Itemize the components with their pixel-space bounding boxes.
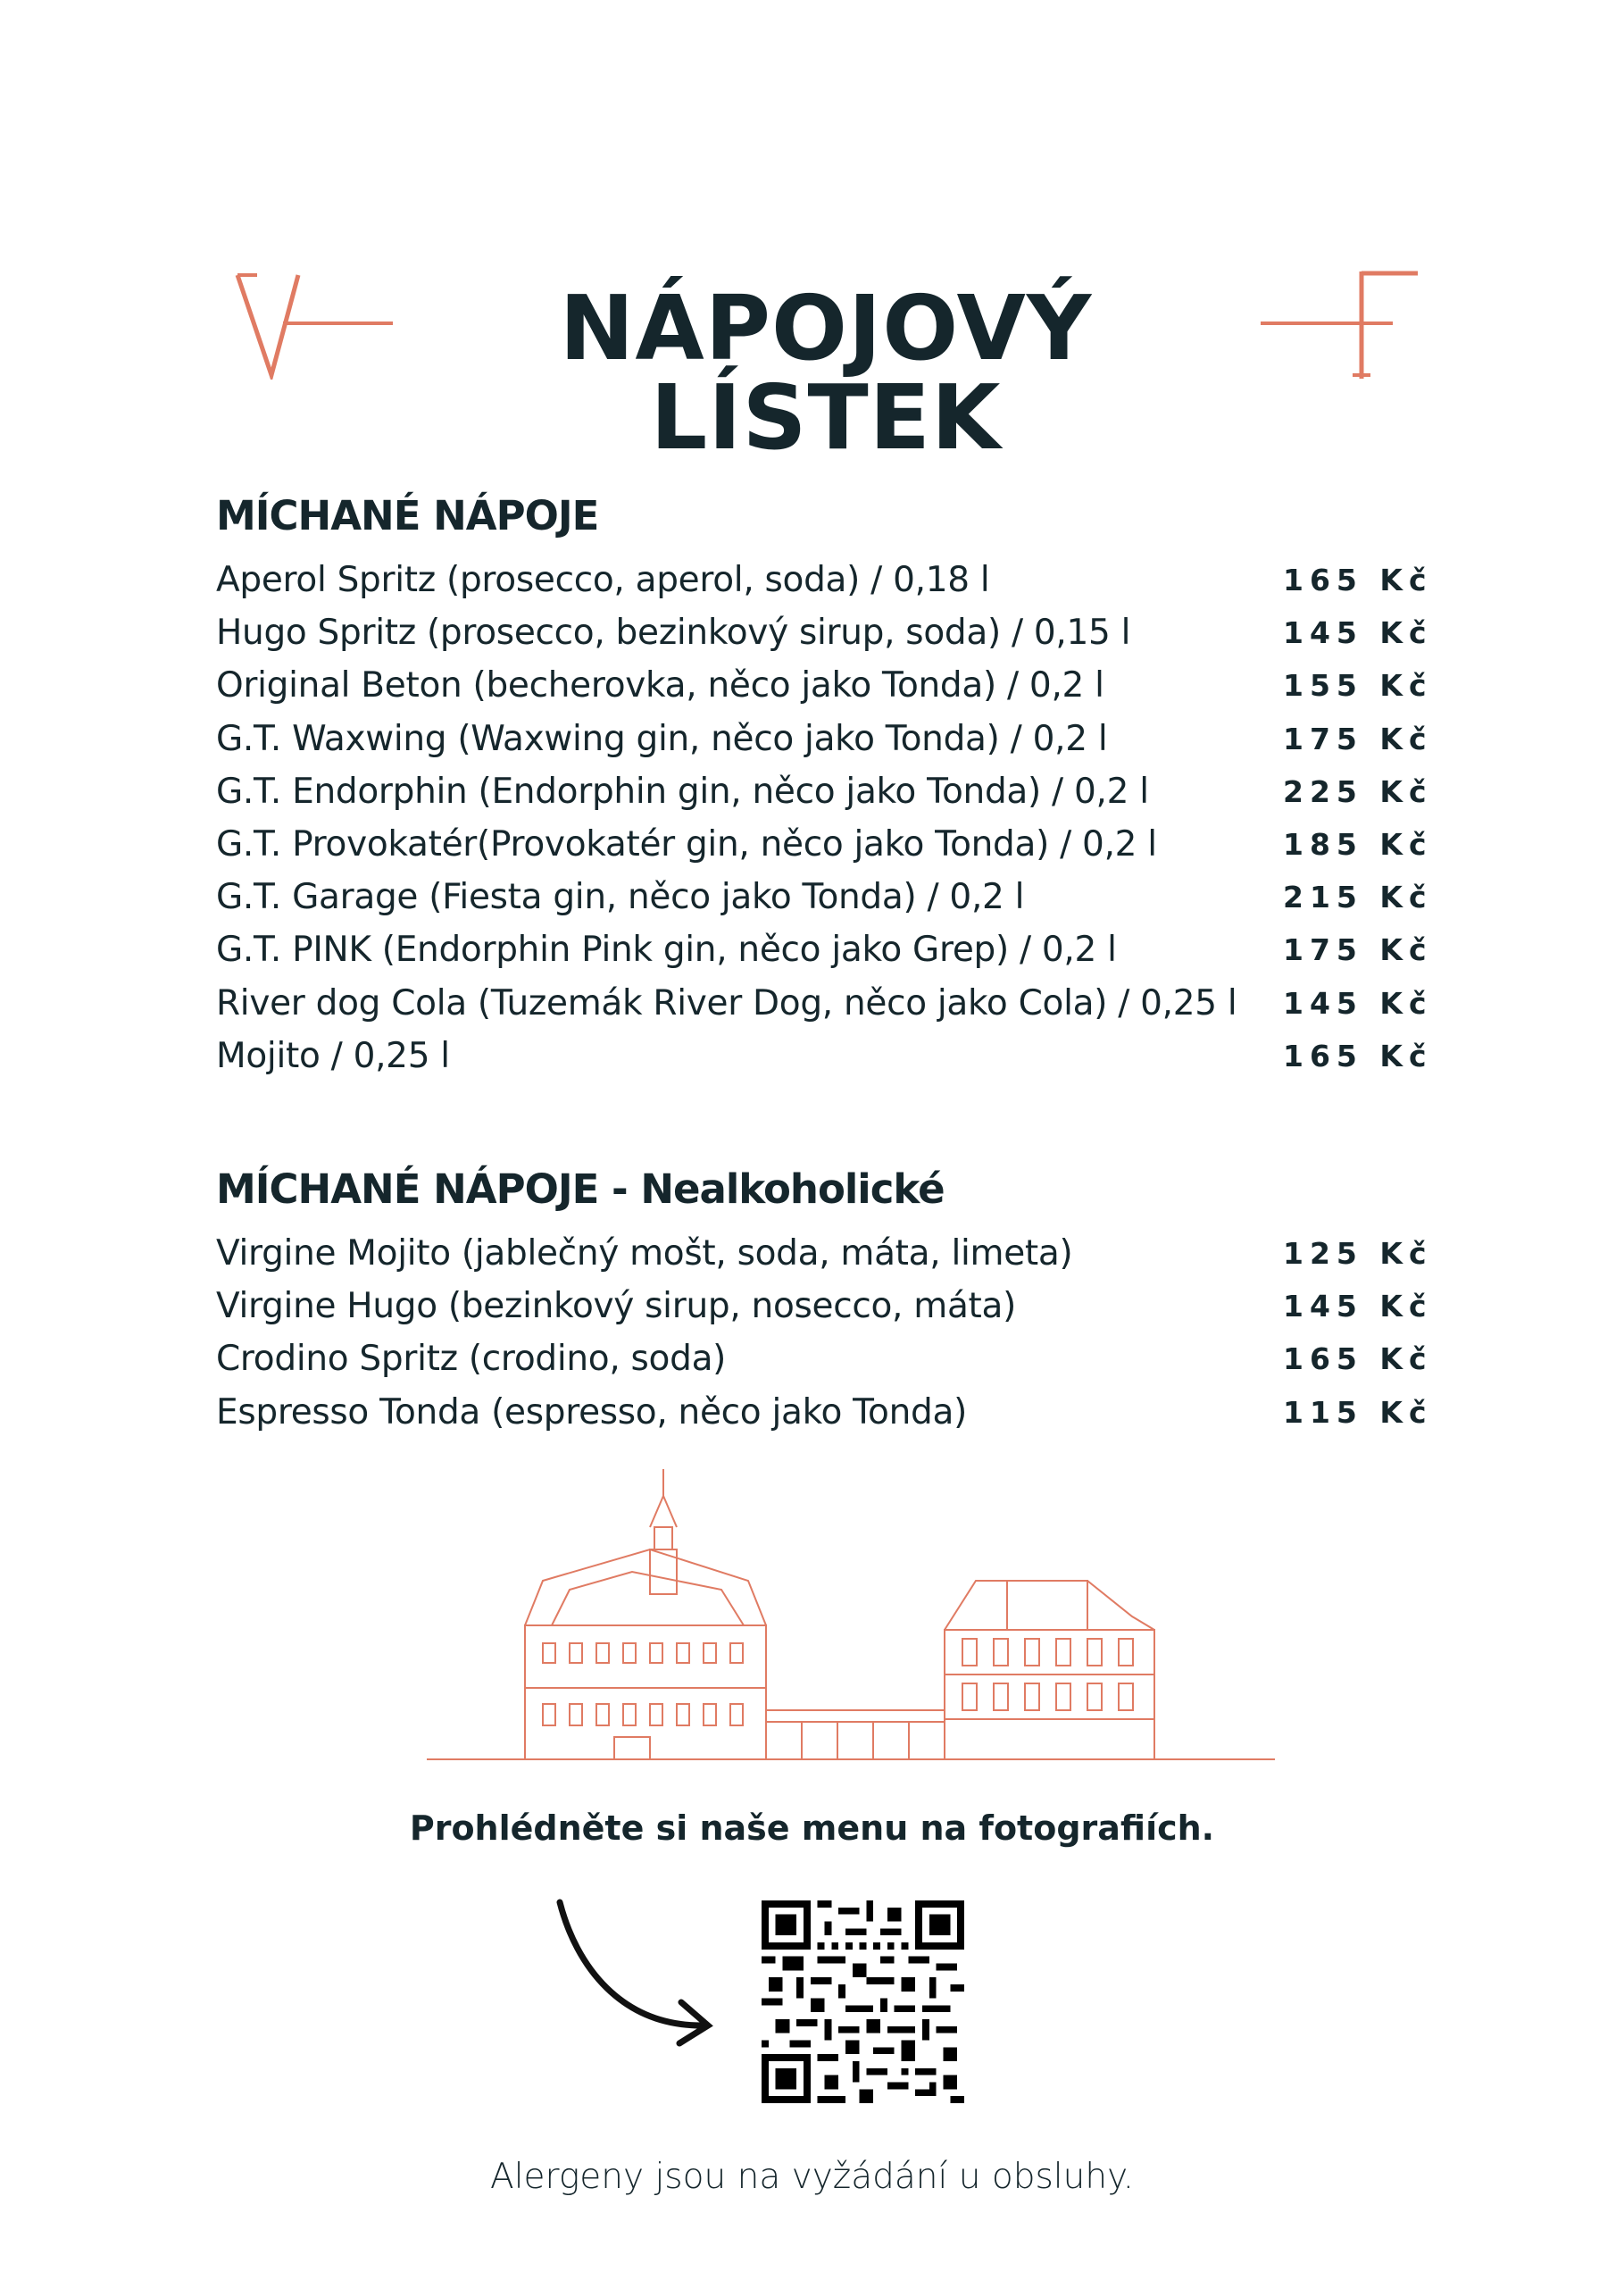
menu-item bbox=[216, 606, 1433, 659]
photo-menu-note: Prohlédněte si naše menu na fotografiích. bbox=[409, 1808, 1215, 1848]
menu-item bbox=[216, 713, 1433, 765]
section-title bbox=[216, 489, 1417, 543]
item-price: 175 Kč bbox=[1283, 932, 1433, 968]
item-price: 165 Kč bbox=[1283, 1038, 1433, 1073]
item-name: Virgine Hugo (bezinkový sirup, nosecco, máta) bbox=[216, 1286, 1017, 1327]
item-price: 155 Kč bbox=[1283, 668, 1433, 704]
item-name: River dog Cola (Tuzemák River Dog, něco jako Cola) / 0,25 l bbox=[216, 982, 1237, 1023]
header bbox=[0, 268, 1624, 470]
item-name: G.T. Garage (Fiesta gin, něco jako Tonda) / 0,2 l bbox=[216, 877, 1025, 918]
menu-item bbox=[216, 554, 1433, 606]
menu-item bbox=[216, 1280, 1433, 1332]
menu-item bbox=[216, 977, 1433, 1030]
menu-item bbox=[216, 659, 1433, 712]
section-title bbox=[216, 1163, 1417, 1216]
monogram-v-icon bbox=[234, 268, 395, 380]
item-name: Original Beton (becherovka, něco jako Tonda) / 0,2 l bbox=[216, 665, 1104, 706]
item-price: 175 Kč bbox=[1283, 721, 1433, 756]
item-price: 165 Kč bbox=[1283, 563, 1433, 598]
item-name: Crodino Spritz (crodino, soda) bbox=[216, 1339, 727, 1380]
item-price: 115 Kč bbox=[1283, 1394, 1433, 1430]
item-name: Espresso Tonda (espresso, něco jako Tonda) bbox=[216, 1391, 968, 1432]
item-name: Aperol Spritz (prosecco, aperol, soda) / 0,18 l bbox=[216, 560, 990, 601]
menu-item bbox=[216, 765, 1433, 818]
section-mixed-drinks bbox=[216, 489, 1433, 1082]
item-price: 145 Kč bbox=[1283, 615, 1433, 651]
item-price: 215 Kč bbox=[1283, 880, 1433, 915]
item-price: 125 Kč bbox=[1283, 1236, 1433, 1272]
item-price: 185 Kč bbox=[1283, 827, 1433, 863]
item-price: 145 Kč bbox=[1283, 1289, 1433, 1324]
menu-item bbox=[216, 923, 1433, 976]
item-price: 225 Kč bbox=[1283, 773, 1433, 809]
item-name: G.T. Waxwing (Waxwing gin, něco jako Tonda) / 0,2 l bbox=[216, 718, 1108, 759]
section-title-text: MÍCHANÉ NÁPOJE bbox=[216, 1165, 612, 1213]
item-name: Hugo Spritz (prosecco, bezinkový sirup, soda) / 0,15 l bbox=[216, 613, 1131, 654]
building-illustration-icon bbox=[427, 1465, 1275, 1768]
section-title-text: MÍCHANÉ NÁPOJE bbox=[216, 492, 599, 539]
menu-item bbox=[216, 1227, 1433, 1280]
section-title-suffix: - Nealkoholické bbox=[611, 1165, 945, 1213]
page-title: NÁPOJOVÝ LÍSTEK bbox=[559, 276, 1093, 470]
menu-list bbox=[216, 1227, 1433, 1439]
menu-item bbox=[216, 1386, 1433, 1439]
monogram-f-icon bbox=[1259, 268, 1420, 380]
menu-item bbox=[216, 1030, 1433, 1082]
menu-list bbox=[216, 554, 1433, 1082]
item-price: 145 Kč bbox=[1283, 985, 1433, 1021]
qr-code-icon[interactable] bbox=[762, 1900, 964, 2103]
item-name: Virgine Mojito (jablečný mošt, soda, máta, limeta) bbox=[216, 1233, 1073, 1274]
menu-item bbox=[216, 818, 1433, 871]
menu-item bbox=[216, 1332, 1433, 1385]
section-non-alcoholic bbox=[216, 1163, 1433, 1439]
allergens-note: Alergeny jsou na vyžádání u obsluhy. bbox=[490, 2157, 1134, 2197]
item-name: Mojito / 0,25 l bbox=[216, 1035, 450, 1076]
menu-item bbox=[216, 871, 1433, 923]
item-name: G.T. Provokatér(Provokatér gin, něco jako Tonda) / 0,2 l bbox=[216, 824, 1157, 865]
item-price: 165 Kč bbox=[1283, 1341, 1433, 1377]
curved-arrow-icon bbox=[549, 1893, 719, 2054]
item-name: G.T. Endorphin (Endorphin gin, něco jako Tonda) / 0,2 l bbox=[216, 771, 1149, 812]
item-name: G.T. PINK (Endorphin Pink gin, něco jako Grep) / 0,2 l bbox=[216, 930, 1117, 971]
